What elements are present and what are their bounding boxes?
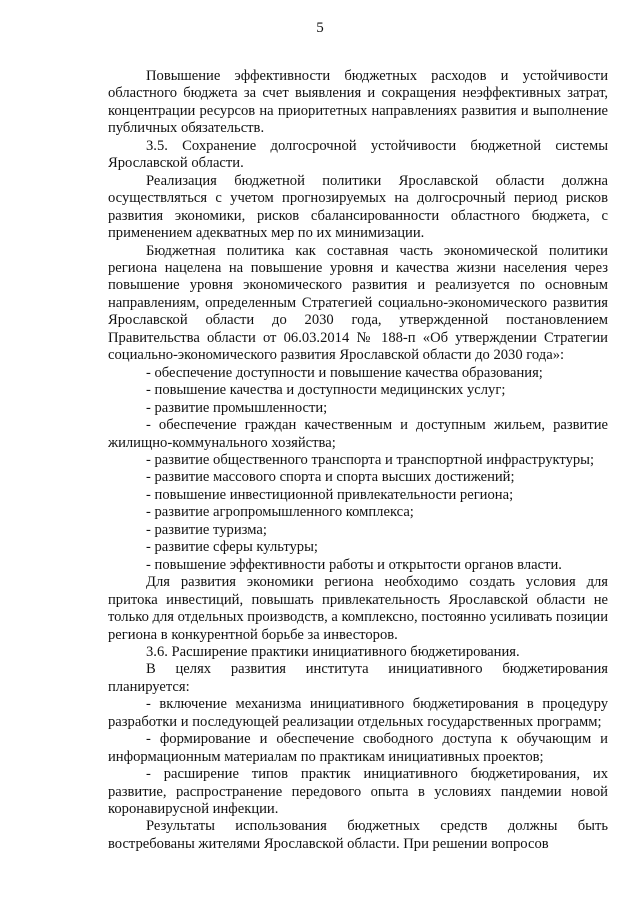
list-item: - расширение типов практик инициативного бюджетирования, их развитие, распространение передового опыта в условиях пандемии новой коронавирусной инфекции. — [108, 766, 608, 818]
list-item: - обеспечение доступности и повышение качества образования; — [146, 364, 543, 381]
paragraph-investment: Для развития экономики региона необходимо создать условия для притока инвестиций, повышать привлекательность Ярославской области не только для отдельных производств, а комплексно, постоянно усиливать позиции региона в конкурентной борьбе за инвесторов. — [108, 574, 608, 643]
list-item: - повышение качества и доступности медицинских услуг; — [146, 382, 506, 399]
list-item: - развитие сферы культуры; — [146, 539, 318, 556]
section-heading-3-6: 3.6. Расширение практики инициативного бюджетирования. — [146, 643, 520, 660]
list-item: - развитие общественного транспорта и транспортной инфраструктуры; — [146, 451, 595, 468]
paragraph-initiative-plans: В целях развития института инициативного бюджетирования планируется: — [108, 661, 608, 695]
list-item: - включение механизма инициативного бюджетирования в процедуру разработки и последующей реализации отдельных государственных программ; — [108, 696, 608, 730]
paragraph-budget-efficiency: Повышение эффективности бюджетных расходов и устойчивости областного бюджета за счет выявления и сокращения неэффективных затрат, концентрации ресурсов на приоритетных направлениях развития и выполнение публичных обязательств. — [108, 68, 608, 137]
section-heading-3-5: 3.5. Сохранение долгосрочной устойчивости бюджетной системы Ярославской области. — [108, 137, 608, 172]
document-body — [108, 68, 608, 853]
list-item: - повышение инвестиционной привлекательности региона; — [146, 486, 514, 503]
list-item: - обеспечение граждан качественным и доступным жильем, развитие жилищно-коммунального хозяйства; — [108, 417, 608, 451]
page-number: 5 — [316, 20, 324, 36]
paragraph-risk-policy: Реализация бюджетной политики Ярославской области должна осуществляться с учетом прогнозируемых на долгосрочный период рисков развития экономики, рисков сбалансированности областного бюджета, с применением адекватных мер по их минимизации. — [108, 172, 608, 242]
list-item: - развитие туризма; — [146, 521, 267, 538]
list-item: - формирование и обеспечение свободного доступа к обучающим и информационным материалам по практикам инициативных проектов; — [108, 731, 608, 765]
list-item: - повышение эффективности работы и открытости органов власти. — [146, 556, 562, 573]
paragraph-results: Результаты использования бюджетных средств должны быть востребованы жителями Ярославской области. При решении вопросов — [108, 818, 608, 852]
paragraph-policy-directions: Бюджетная политика как составная часть экономической политики региона нацелена на повышение уровня и качества жизни населения через повышение уровня экономического развития и реализуется по основным направлениям, определенным Стратегией социально-экономического развития Ярославской области до 2030 года, утвержденной постановлением Правительства области от 06.03.2014 № 188-п «Об утверждении Стратегии социально-экономического развития Ярославской области до 2030 года»: — [108, 242, 608, 364]
list-item: - развитие промышленности; — [146, 399, 328, 416]
list-item: - развитие агропромышленного комплекса; — [146, 504, 414, 521]
list-item: - развитие массового спорта и спорта высших достижений; — [146, 469, 515, 486]
